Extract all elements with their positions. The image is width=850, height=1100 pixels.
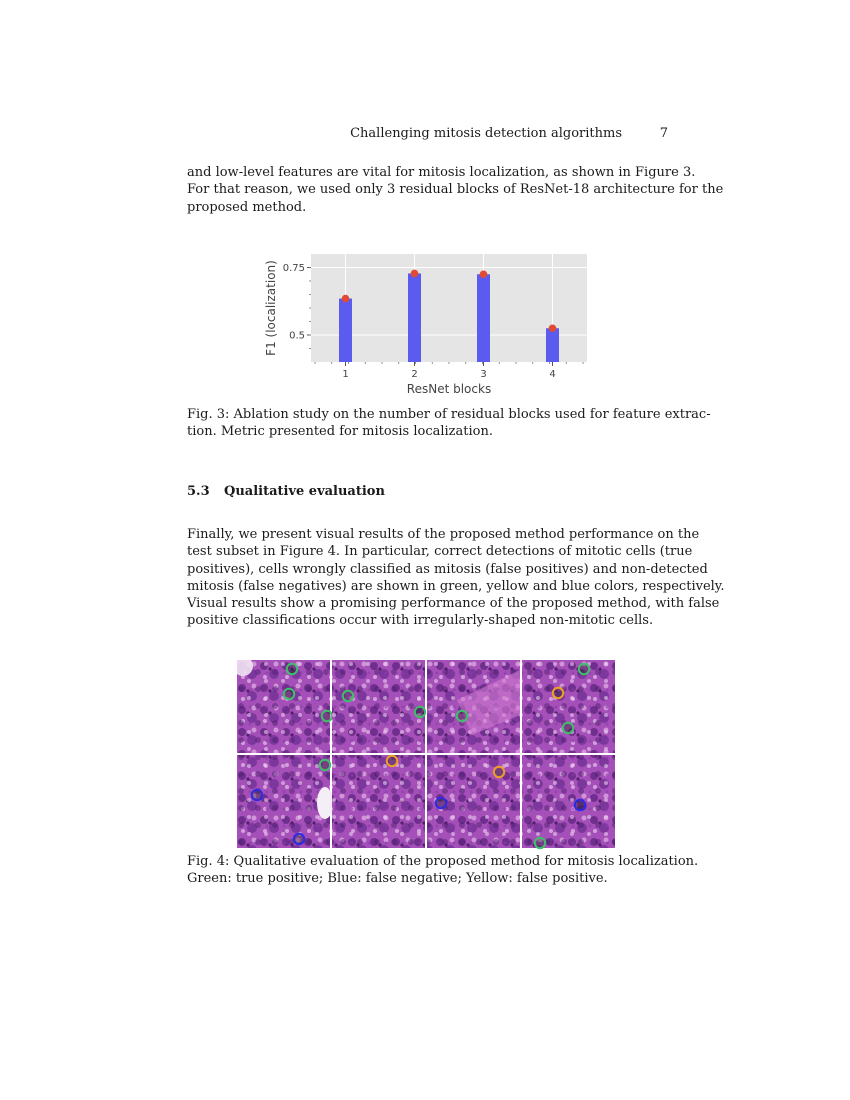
text-line: and low-level features are vital for mitosis localization, as shown in Figure 3.	[187, 165, 696, 180]
detection-marker-yellow	[387, 756, 397, 766]
text-line: mitosis (false negatives) are shown in green, yellow and blue colors, respectively.	[187, 578, 725, 594]
x-tick-label: 2	[411, 369, 418, 380]
x-tick-label: 4	[549, 369, 556, 380]
caption-line: Fig. 4: Qualitative evaluation of the proposed method for mitosis localization.	[187, 854, 699, 869]
histology-tile	[427, 755, 520, 848]
data-point-marker	[549, 324, 557, 332]
x-tick-label: 1	[342, 369, 349, 380]
x-axis-label: ResNet blocks	[406, 382, 492, 396]
histology-tile	[332, 660, 425, 753]
section-title: Qualitative evaluation	[224, 484, 385, 499]
histology-tile	[522, 755, 615, 848]
detection-marker-yellow	[553, 688, 563, 698]
detection-marker-green	[322, 711, 332, 721]
plot-background	[311, 254, 587, 362]
detection-marker-green	[320, 760, 330, 770]
section-heading	[187, 484, 385, 499]
figure-4-image-grid	[237, 660, 618, 850]
caption-line: Fig. 3: Ablation study on the number of residual blocks used for feature extrac-	[187, 407, 711, 422]
data-point-marker	[480, 270, 488, 278]
running-header	[187, 126, 668, 144]
detection-marker-blue	[575, 800, 585, 810]
histology-tile	[427, 660, 520, 753]
caption-line: tion. Metric presented for mitosis localization.	[187, 424, 493, 440]
data-point-marker	[411, 270, 419, 278]
y-tick-label: 0.75	[282, 263, 305, 274]
bar	[546, 328, 559, 362]
bar	[339, 299, 352, 362]
caption-line: Green: true positive; Blue: false negative; Yellow: false positive.	[187, 871, 608, 887]
text-line: Visual results show a promising performance of the proposed method, with false	[187, 596, 720, 612]
detection-marker-green	[535, 838, 545, 848]
figure-4-caption	[187, 853, 699, 888]
detection-marker-green	[343, 691, 353, 701]
bar	[408, 273, 421, 362]
y-tick-label: 0.5	[289, 330, 305, 342]
running-title: Challenging mitosis detection algorithms	[350, 126, 622, 141]
figure-3-caption	[187, 406, 711, 441]
bar	[477, 274, 490, 362]
data-point-marker	[342, 295, 350, 303]
paragraph-intro	[187, 164, 724, 216]
detection-marker-blue	[252, 790, 262, 800]
paragraph-qualitative	[187, 526, 725, 630]
bar-chart	[255, 248, 595, 398]
detection-marker-green	[457, 711, 467, 721]
text-line: proposed method.	[187, 199, 307, 215]
section-number: 5.3	[187, 484, 210, 499]
detection-marker-green	[287, 664, 297, 674]
text-line: positives), cells wrongly classified as mitosis (false positives) and non-detected	[187, 561, 708, 577]
histology-tile	[332, 755, 425, 848]
x-tick-label: 3	[480, 369, 487, 380]
y-axis-label: F1 (localization)	[264, 260, 278, 356]
detection-marker-green	[284, 689, 294, 699]
detection-marker-green	[415, 707, 425, 717]
detection-marker-green	[579, 664, 589, 674]
page-number: 7	[659, 126, 668, 141]
text-line: For that reason, we used only 3 residual blocks of ResNet-18 architecture for the	[187, 182, 724, 198]
figure-3-chart	[255, 248, 595, 398]
histology-tile	[237, 660, 332, 753]
text-line: positive classifications occur with irregularly-shaped non-mitotic cells.	[187, 613, 654, 629]
detection-marker-blue	[294, 834, 304, 844]
histology-tile	[237, 755, 333, 848]
text-line: test subset in Figure 4. In particular, correct detections of mitotic cells (true	[187, 544, 693, 560]
detection-marker-blue	[436, 798, 446, 808]
detection-marker-yellow	[494, 767, 504, 777]
detection-marker-green	[563, 723, 573, 733]
histology-tiles	[237, 660, 618, 850]
histology-tile	[522, 660, 615, 753]
text-line: Finally, we present visual results of the proposed method performance on the	[187, 527, 700, 542]
